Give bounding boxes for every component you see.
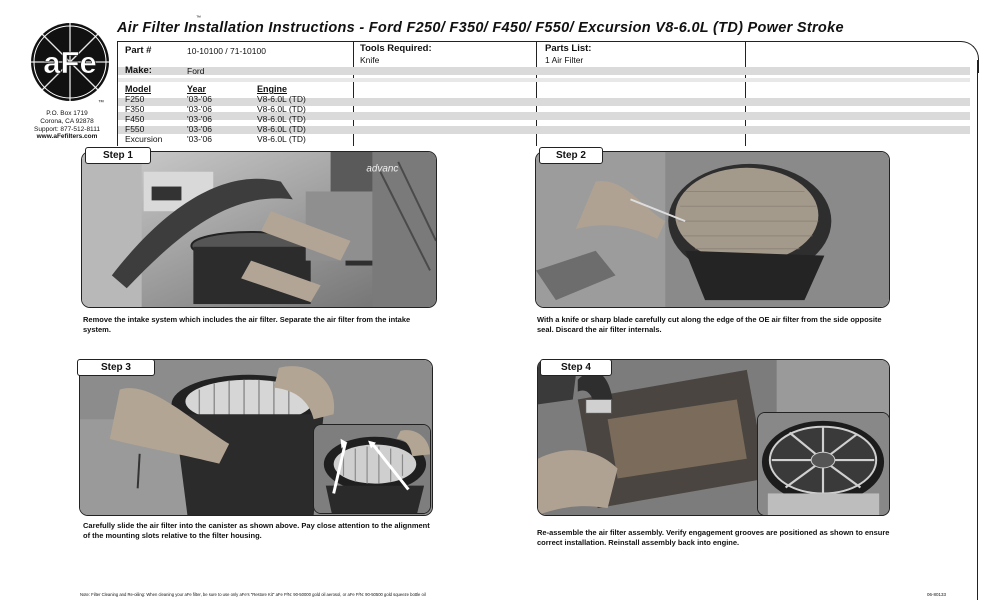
contact-block [22, 110, 112, 141]
support-phone: Support: 877-512-8111 [34, 125, 100, 133]
shade-row [118, 78, 970, 82]
logo-text: aFe [43, 45, 97, 80]
shade-row [118, 126, 970, 134]
vehicle-model: F450 [125, 114, 145, 124]
frame-top-line [117, 41, 957, 42]
step-4-caption: Re-assemble the air filter assembly. Verify engagement grooves are positioned as shown to ensure correct installation. Reinstall assembly back into engine. [537, 528, 890, 547]
vehicle-model: Excursion [125, 134, 163, 144]
vehicle-model: F250 [125, 94, 145, 104]
step-1-tab: Step 1 [85, 147, 151, 164]
step-1-caption: Remove the intake system which includes the air filter. Separate the air filter from the intake system. [83, 315, 411, 334]
column-model: Model [125, 84, 151, 94]
shade-row [118, 67, 970, 75]
website-link[interactable]: www.aFefilters.com [36, 133, 98, 141]
po-box: P.O. Box 1719 [46, 110, 88, 117]
photo-sign-text: advanc [366, 163, 399, 175]
vehicle-engine: V8-6.0L (TD) [257, 124, 306, 134]
vehicle-year: '03-'06 [187, 94, 212, 104]
vehicle-engine: V8-6.0L (TD) [257, 134, 306, 144]
footer-note: Note: Filter Cleaning and Re-oiling: When cleaning your aFe filter, be sure to use only aFe's "Restore Kit" aFe P/N: 90-50000 gold oil aerosol, or aFe P/N: 90-50500 gold squeeze bottle oil [80, 592, 426, 597]
step-4-inset-photo [757, 412, 890, 516]
tools-value: Knife [360, 55, 380, 65]
step-4-tab: Step 4 [540, 359, 612, 376]
vehicle-year: '03-'06 [187, 124, 212, 134]
tools-label: Tools Required: [360, 43, 432, 54]
afe-logo [30, 22, 110, 102]
shade-row [118, 112, 970, 120]
city: Corona, CA 92878 [40, 117, 94, 125]
parts-label: Parts List: [545, 43, 592, 54]
part-number: 10-10100 / 71-10100 [187, 46, 266, 56]
step-3-tab: Step 3 [77, 359, 155, 376]
step-1-photo [81, 151, 437, 308]
vehicle-engine: V8-6.0L (TD) [257, 104, 306, 114]
vehicle-year: '03-'06 [187, 134, 212, 144]
vehicle-year: '03-'06 [187, 104, 212, 114]
parts-value: 1 Air Filter [545, 55, 584, 65]
vehicle-model: F550 [125, 124, 145, 134]
make-label: Make: [125, 65, 152, 76]
shade-row [118, 98, 970, 106]
frame-right-line [977, 60, 978, 600]
vehicle-engine: V8-6.0L (TD) [257, 94, 306, 104]
logo-trademark: ™ [98, 100, 104, 106]
step-2-photo [535, 151, 890, 308]
step-2-tab: Step 2 [539, 147, 603, 164]
step-2-caption: With a knife or sharp blade carefully cut along the edge of the OE air filter from the side opposite seal. Discard the air filter internals. [537, 315, 882, 334]
vehicle-year: '03-'06 [187, 114, 212, 124]
title-trademark: ™ [196, 15, 201, 21]
step-3-caption: Carefully slide the air filter into the canister as shown above. Pay close attention to the alignment of the mounting slots relative to the filter housing. [83, 521, 430, 540]
vehicle-engine: V8-6.0L (TD) [257, 114, 306, 124]
make-value: Ford [187, 66, 205, 76]
column-engine: Engine [257, 84, 288, 94]
page-title: Air Filter Installation Instructions - Ford F250/ F350/ F450/ F550/ Excursion V8-6.0L (TD) Power Stroke [117, 20, 844, 36]
document-number: 06-80133 [927, 592, 947, 597]
part-label: Part # [125, 45, 152, 56]
step-3-inset-photo [313, 424, 431, 514]
vehicle-model: F350 [125, 104, 145, 114]
column-year: Year [187, 84, 207, 94]
